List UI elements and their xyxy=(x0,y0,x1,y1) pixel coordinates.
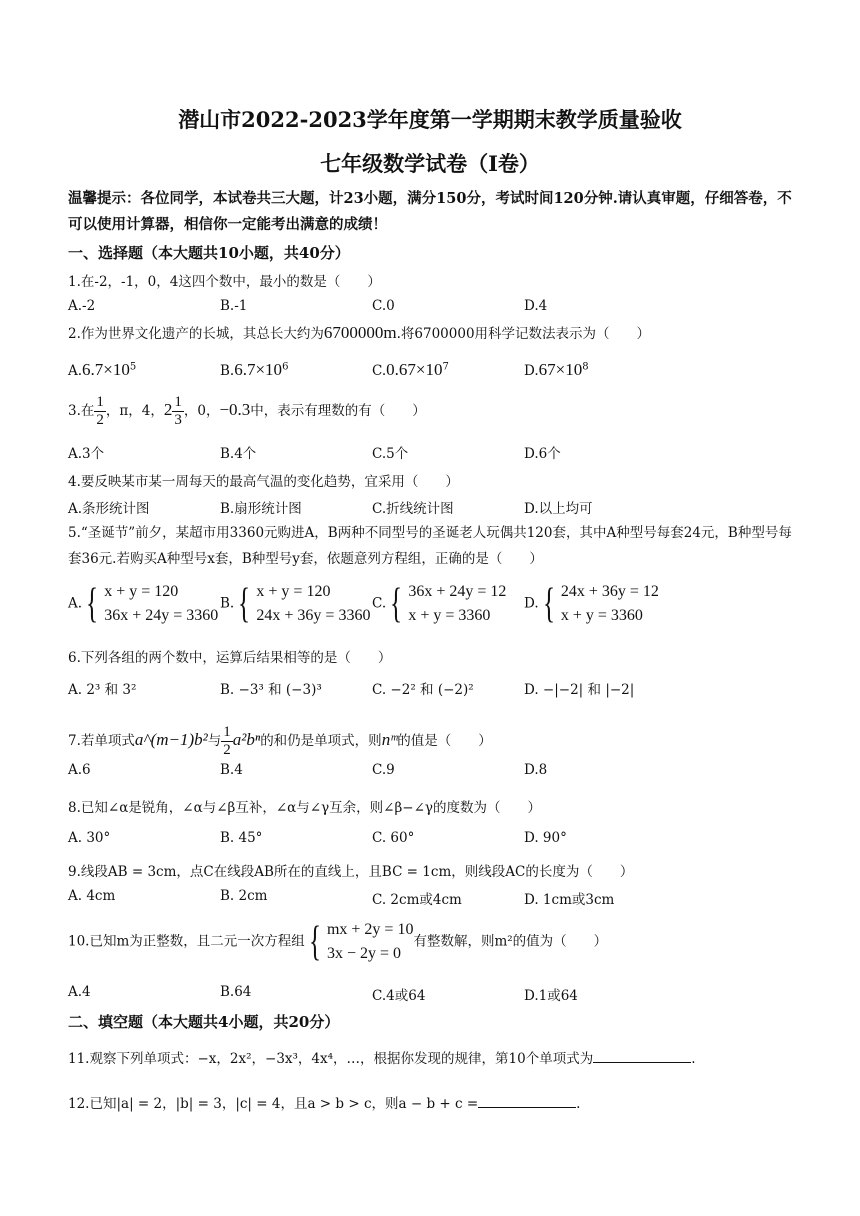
question-4-stem: 4.要反映某市某一周每天的最高气温的变化趋势，宜采用（ ） xyxy=(68,474,459,490)
q1-option-b: B.-1 xyxy=(220,298,248,314)
q7-option-a: A.6 xyxy=(68,762,91,778)
section-choice-heading: 一、选择题（本大题共10小题，共40分） xyxy=(68,244,350,262)
q5-option-a: A. { x + y = 120 36x + 24y = 3360 xyxy=(68,581,219,627)
q4-option-d: D.以上均可 xyxy=(524,501,593,517)
q10-option-c: C.4或64 xyxy=(372,988,426,1004)
q6-option-d: D. −|−2| 和 |−2| xyxy=(524,682,635,698)
exam-subtitle: 七年级数学试卷（Ⅰ卷） xyxy=(320,151,540,176)
question-3-stem: 3.在 $\frac{1}{2}$ ，π，4，2 $\frac{1}{3}$ ，0，−0.3中，表示有理数的有（ ） xyxy=(68,394,426,428)
question-1-stem: 1.在-2，-1，0，4这四个数中，最小的数是（ ） xyxy=(68,274,381,290)
q6-option-a: A. 2³ 和 3² xyxy=(68,682,137,698)
q2-length-value: 6700000m xyxy=(323,323,397,342)
q11-answer-blank[interactable] xyxy=(593,1048,691,1063)
q2-stem-tail: .将6700000用科学记数法表示为（ ） xyxy=(396,326,651,342)
q5-option-d: D. { 24x + 36y = 12 x + y = 3360 xyxy=(524,581,659,627)
q10-option-b: B.64 xyxy=(220,984,252,1000)
q7-option-c: C.9 xyxy=(372,762,395,778)
q4-option-a: A.条形统计图 xyxy=(68,501,150,517)
question-9-stem: 9.线段AB = 3cm，点C在线段AB所在的直线上，且BC = 1cm，则线段AC的长度为（ ） xyxy=(68,864,634,880)
q3-fraction-half: $\frac{1}{2}$ xyxy=(96,394,104,428)
section-fill-heading: 二、填空题（本大题共4小题，共20分） xyxy=(68,1013,340,1031)
question-10-stem: 10.已知m为正整数，且二元一次方程组 { mx + 2y = 10 3x − 2y = 0 有整数解，则m²的值为（ ） xyxy=(68,919,608,965)
q9-option-b: B. 2cm xyxy=(220,888,268,904)
q2-option-d: $D.67\times 10^8$ xyxy=(524,360,589,379)
q2-option-b: $B.6.7\times 10^6$ xyxy=(220,360,289,379)
exam-notice: 温馨提示：各位同学，本试卷共三大题，计23小题，满分150分，考试时间120分钟.请认真审题，仔细答卷，不可以使用计算器，相信你一定能考出满意的成绩！ xyxy=(68,190,792,233)
q7-expression: nᵐ xyxy=(381,730,398,749)
q9-option-c: C. 2cm或4cm xyxy=(372,892,462,908)
q2-option-c: $C.0.67\times 10^7$ xyxy=(372,360,449,379)
q10-option-a: A.4 xyxy=(68,984,91,1000)
q3-option-c: C.5个 xyxy=(372,446,409,462)
q7-monomial-1: a^(m−1)b² xyxy=(134,730,208,749)
question-5-stem: 5.“圣诞节”前夕，某超市用3360元购进A，B两种不同型号的圣诞老人玩偶共120套，其中A种型号每套24元，B种型号每套36元.若购买A种型号x套，B种型号y套，依题意列方程组，正确的是（ ） xyxy=(68,525,792,567)
q9-option-d: D. 1cm或3cm xyxy=(524,892,615,908)
q8-option-d: D. 90° xyxy=(524,830,567,846)
q2-stem-text: 2.作为世界文化遗产的长城，其总长大约为 xyxy=(68,326,324,342)
q1-option-a: A.-2 xyxy=(68,298,96,314)
question-2-stem xyxy=(68,322,650,343)
exam-title: 潜山市2022-2023学年度第一学期期末教学质量验收 xyxy=(178,107,682,132)
question-11-stem: 11.观察下列单项式：−x，2x²，−3x³，4x⁴，…，根据你发现的规律，第10个单项式为 . xyxy=(68,1047,696,1067)
q10-equation-system: { mx + 2y = 10 3x − 2y = 0 xyxy=(308,919,414,965)
q6-option-c: C. −2² 和 (−2)² xyxy=(372,682,474,698)
question-12-stem: 12.已知|a| = 2，|b| = 3，|c| = 4，且a > b > c，则a − b + c = . xyxy=(68,1092,580,1112)
q12-answer-blank[interactable] xyxy=(478,1093,576,1108)
q7-option-d: D.8 xyxy=(524,762,548,778)
q10-option-d: D.1或64 xyxy=(524,988,578,1004)
question-8-stem: 8.已知∠α是锐角，∠α与∠β互补，∠α与∠γ互余，则∠β−∠γ的度数为（ ） xyxy=(68,800,541,816)
q5-option-c: C. { 36x + 24y = 12 x + y = 3360 xyxy=(372,581,507,627)
q5-option-b: B. { x + y = 120 24x + 36y = 3360 xyxy=(220,581,371,627)
q8-option-a: A. 30° xyxy=(68,830,111,846)
q4-option-b: B.扇形统计图 xyxy=(220,501,302,517)
q7-monomial-2: a²bⁿ xyxy=(232,730,261,749)
q3-option-b: B.4个 xyxy=(220,446,257,462)
question-7-stem: 7.若单项式a^(m−1)b²与 $\frac{1}{2}$ a²bⁿ的和仍是单项式，则nᵐ的值是（ ） xyxy=(68,724,492,758)
question-6-stem: 6.下列各组的两个数中，运算后结果相等的是（ ） xyxy=(68,650,392,666)
q7-option-b: B.4 xyxy=(220,762,243,778)
q8-option-c: C. 60° xyxy=(372,830,415,846)
q3-option-a: A.3个 xyxy=(68,446,105,462)
q6-option-b: B. −3³ 和 (−3)³ xyxy=(220,682,322,698)
q2-option-a: $A.6.7\times 10^5$ xyxy=(68,360,137,379)
q4-option-c: C.折线统计图 xyxy=(372,501,454,517)
q1-option-d: D.4 xyxy=(524,298,548,314)
q8-option-b: B. 45° xyxy=(220,830,263,846)
q7-fraction-half: $\frac{1}{2}$ xyxy=(223,724,231,758)
q1-option-c: C.0 xyxy=(372,298,395,314)
q9-option-a: A. 4cm xyxy=(68,888,116,904)
q3-fraction-third: $\frac{1}{3}$ xyxy=(174,394,182,428)
q3-option-d: D.6个 xyxy=(524,446,561,462)
